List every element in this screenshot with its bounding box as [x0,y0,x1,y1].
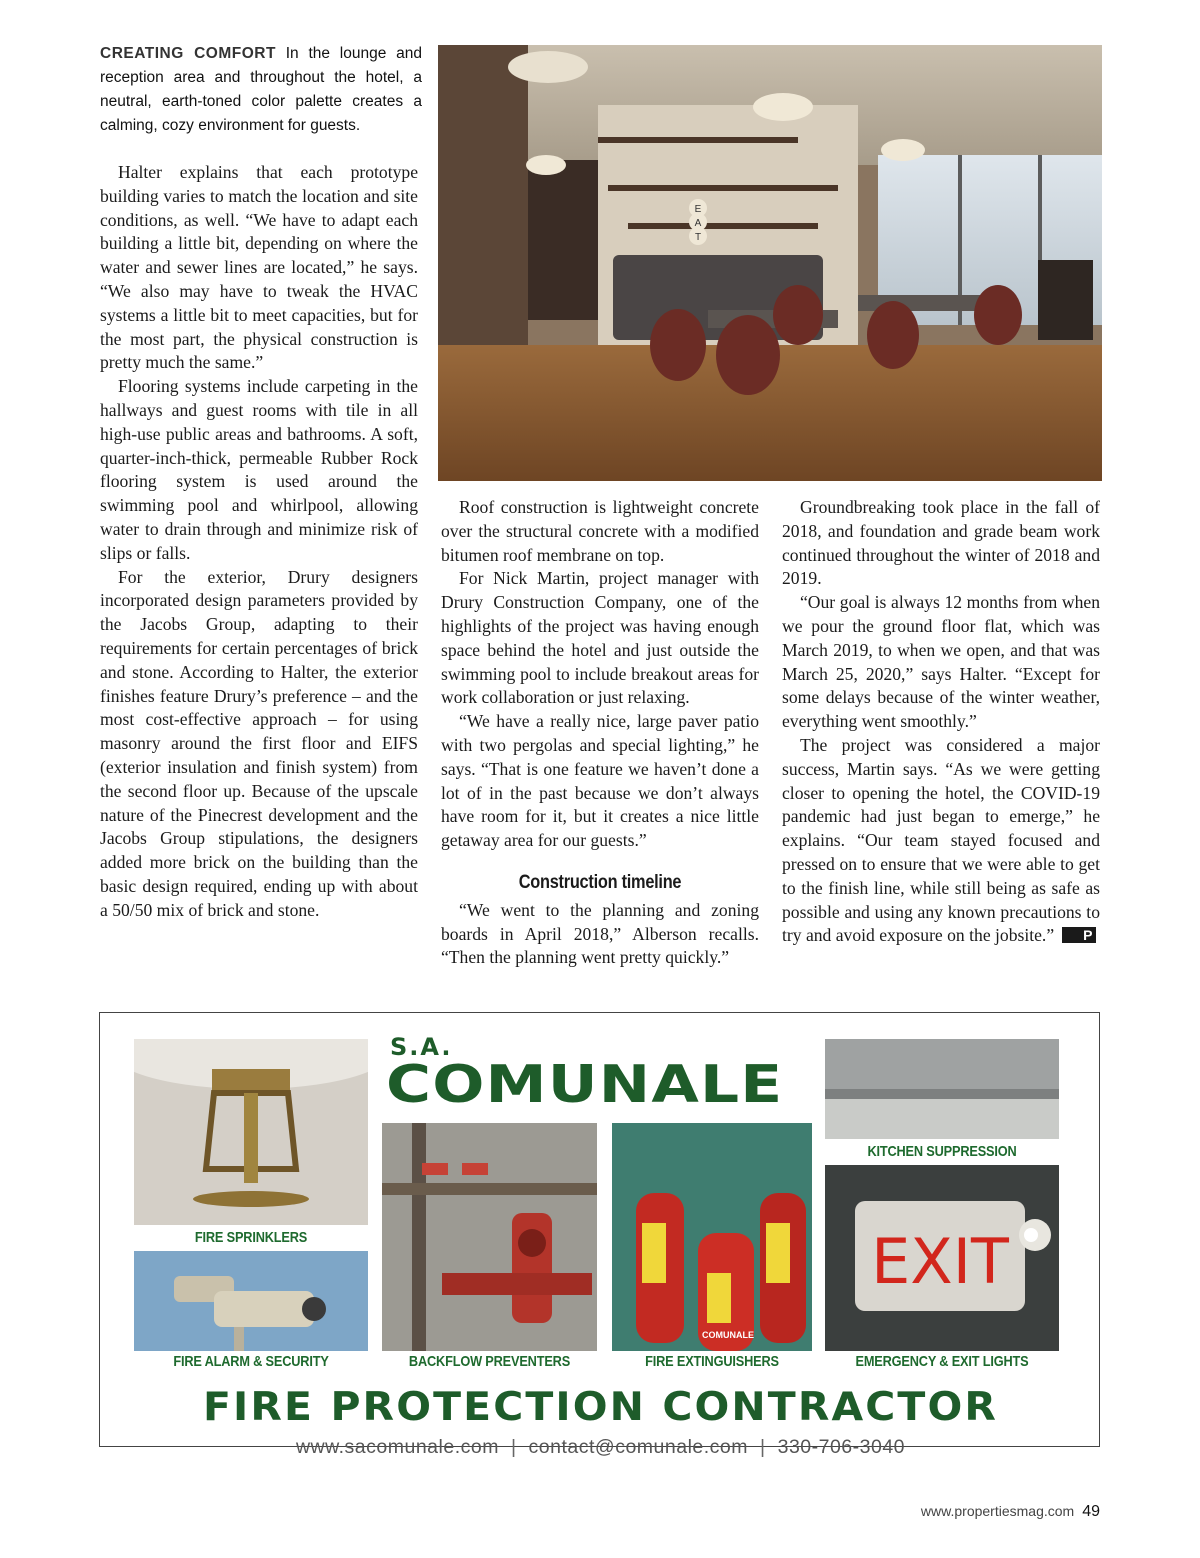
paragraph: “We went to the planning and zoning boards in April 2018,” Alberson recalls. “Then the planning went pretty quickly.” [441,899,759,968]
ad-email-link[interactable]: contact@comunale.com [528,1436,749,1458]
eat-letter-t: T [694,232,702,243]
paragraph: Groundbreaking took place in the fall of 2018, and foundation and grade beam work continued throughout the winter of 2018 and 2019. [782,497,1100,589]
paragraph: “We have a really nice, large paver patio with two pergolas and special lighting,” he says. “That is one feature we haven’t done a lot of in the past because we don’t always have room for it, but it creates a nice little getaway area for our guests.” [441,711,759,851]
paragraph-text: The project was considered a major success, Martin says. “As we were getting closer to opening the hotel, the COVID-19 pandemic had just began to emerge,” he explains. “Our team stayed focused and pressed on to ensure that we were able to get to the finish line, while still being as safe as possible and using any known precautions to try and avoid exposure on the jobsite.” [782,734,1100,946]
paragraph: “Our goal is always 12 months from when we pour the ground floor flat, which was March 2019, to when we open, and that was March 25, 2020,” says Halter. “Except for some delays because of the winter weather, everything went smoothly.” [782,592,1100,732]
separator: | [760,1436,766,1458]
backflow-photo [382,1123,597,1351]
ad-phone: 330-706-3040 [777,1436,906,1458]
separator: | [510,1436,517,1458]
page-footer [921,1503,1100,1521]
paragraph: Flooring systems include carpeting in the hallways and guest rooms with tile in all high-use public areas and bathrooms. A soft, quarter-inch-thick, permeable Rubber Rock flooring system is used around the swimming pool and whirlpool, allowing water to drain through and minimize risk of slips or falls. [100,376,418,563]
label-kitchen-suppression: KITCHEN SUPPRESSION [867,1143,1017,1160]
article-column-2 [441,496,759,970]
brand-name: COMUNALE [386,1055,784,1115]
eat-letter-a: A [694,218,702,229]
paragraph: Halter explains that each prototype building varies to match the location and site conditions, as well. “We have to adapt each building a little bit, depending on where the water and sewer lines are located,” he says. “We also may have to tweak the HVAC systems a little bit to meet capacities, but for the most part, the physical construction is pretty much the same.” [100,162,418,373]
paragraph: For the exterior, Drury designers incorporated design parameters provided by the Jacobs Group, adapting to their requirements for certain percentages of brick and stone. According to Halter, the exterior finishes feature Drury’s preference – and the most cost-effective approach – for using masonry around the first floor and EIFS (exterior insulation and finish system) from the second floor up. Because of the upscale nature of the Pinecrest development and the Jacobs Group stipulations, the designers added more brick on the building than the basic design required, ending up with about a 50/50 mix of brick and stone. [100,566,418,920]
article-column-1 [100,161,418,923]
comunale-advertisement [99,1012,1100,1458]
hotel-lounge-photo [438,45,1102,481]
label-backflow-preventers: BACKFLOW PREVENTERS [408,1353,571,1370]
paragraph: For Nick Martin, project manager with Drury Construction Company, one of the highlights of the project was having enough space behind the hotel and just outside the swimming pool to include breakout areas for work collaboration or just relaxing. [441,568,759,708]
label-fire-sprinklers: FIRE SPRINKLERS [194,1229,308,1246]
caption-lead: CREATING COMFORT [100,45,276,62]
backflow-valve-icon [382,1123,597,1351]
photo-caption [100,42,422,138]
label-fire-extinguishers: FIRE EXTINGUISHERS [645,1353,779,1370]
brand-initials: S.A. [390,1033,453,1061]
end-mark-icon: P [1062,927,1095,943]
security-camera-photo [134,1251,368,1351]
article-column-3 [782,496,1100,948]
paragraph [782,734,1100,948]
page-number: 49 [1082,1503,1100,1520]
eat-letter-e: E [694,204,702,215]
caption-text: In the lounge and reception area and throughout the hotel, a neutral, earth-toned color palette creates a calming, cozy environment for guests. [100,45,422,134]
exit-sign-text: EXIT [871,1225,1009,1298]
ad-contact-line [100,1436,1101,1459]
ad-headline: FIRE PROTECTION CONTRACTOR [202,1385,999,1430]
sprinkler-photo [134,1039,368,1225]
paragraph: Roof construction is lightweight concrete over the structural concrete with a modified bitumen roof membrane on top. [441,497,759,565]
section-subhead: Construction timeline [518,871,682,893]
kitchen-hood-icon [825,1039,1059,1139]
label-emergency-exit-lights: EMERGENCY & EXIT LIGHTS [855,1353,1029,1370]
fire-extinguisher-icon [612,1123,812,1351]
label-fire-alarm-security: FIRE ALARM & SECURITY [173,1353,329,1370]
kitchen-hood-photo [825,1039,1059,1139]
ad-website-link[interactable]: www.sacomunale.com [295,1436,499,1458]
exit-sign-icon [825,1165,1059,1351]
exit-sign-photo [825,1165,1059,1351]
sprinkler-icon [134,1039,368,1225]
footer-url[interactable]: www.propertiesmag.com [920,1503,1075,1519]
extinguisher-brand-text: COMUNALE [702,1330,754,1340]
hotel-lounge-illustration [438,45,1102,481]
security-camera-icon [134,1251,368,1351]
extinguishers-photo [612,1123,812,1351]
